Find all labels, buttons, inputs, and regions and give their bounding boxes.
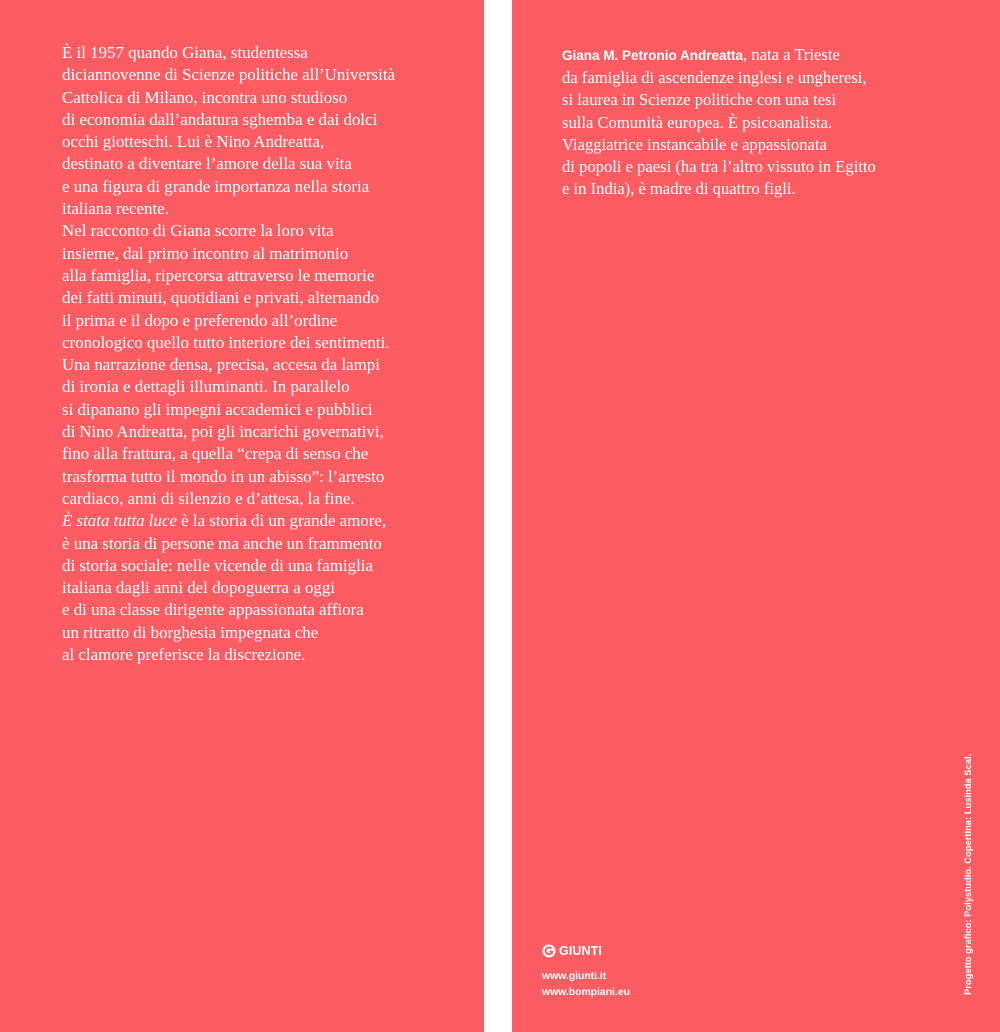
- back-flap: [0, 0, 484, 1032]
- bio-line: di popoli e paesi (ha tra l’altro vissuto in Egitto: [562, 157, 876, 177]
- blurb-line: occhi giotteschi. Lui è Nino Andreatta,: [62, 132, 325, 152]
- blurb-line: di economia dall’andatura sghemba e dai dolci: [62, 109, 378, 129]
- author-bio: [562, 44, 982, 200]
- blurb-line: italiana recente.: [62, 199, 169, 219]
- blurb-line: di storia sociale: nelle vicende di una famiglia: [62, 555, 373, 575]
- blurb-line: e una figura di grande importanza nella storia: [62, 176, 370, 196]
- blurb-line: dei fatti minuti, quotidiani e privati, alternando: [62, 288, 380, 308]
- blurb-line: italiana dagli anni del dopoguerra a oggi: [62, 578, 335, 598]
- bio-line: Viaggiatrice instancabile e appassionata: [562, 134, 827, 154]
- blurb-line: Una narrazione densa, precisa, accesa da lampi: [62, 355, 380, 375]
- blurb-line: al clamore preferisce la discrezione.: [62, 645, 306, 665]
- blurb-line: si dipanano gli impegni accademici e pubblici: [62, 399, 373, 419]
- bio-first-rest: , nata a Trieste: [743, 45, 840, 64]
- blurb-line: un ritratto di borghesia impegnata che: [62, 622, 319, 642]
- bio-line: e in India), è madre di quattro figli.: [562, 179, 796, 199]
- blurb-line: diciannovenne di Scienze politiche all’Università: [62, 65, 396, 85]
- blurb-line: trasforma tutto il mondo in un abisso”: l’arresto: [62, 466, 385, 486]
- book-title-italic: È stata tutta luce: [62, 511, 177, 531]
- blurb-title-line: [62, 510, 472, 532]
- blurb-line: di ironia e dettagli illuminanti. In parallelo: [62, 377, 350, 397]
- front-flap: [512, 0, 1000, 1032]
- giunti-g-icon: [542, 944, 556, 958]
- blurb-title-rest: è la storia di un grande amore,: [176, 511, 387, 531]
- blurb-line: il prima e il dopo e preferendo all’ordine: [62, 310, 338, 330]
- bio-line: si laurea in Scienze politiche con una tesi: [562, 90, 837, 110]
- bio-first-line: [562, 44, 982, 67]
- blurb-line: insieme, dal primo incontro al matrimonio: [62, 243, 349, 263]
- blurb-line: fino alla frattura, a quella “crepa di senso che: [62, 444, 369, 464]
- blurb-line: cronologico quello tutto interiore dei sentimenti.: [62, 332, 390, 352]
- blurb-line: Nel racconto di Giana scorre la loro vita: [62, 221, 334, 241]
- website-link[interactable]: www.giunti.it: [542, 971, 607, 982]
- blurb-line: alla famiglia, ripercorsa attraverso le memorie: [62, 265, 375, 285]
- blurb-line: e di una classe dirigente appassionata affiora: [62, 600, 364, 620]
- bio-line: da famiglia di ascendenze inglesi e ungheresi,: [562, 68, 867, 88]
- author-name: Giana M. Petronio Andreatta: [562, 48, 744, 63]
- publisher-logo-text: GIUNTI: [559, 944, 602, 958]
- design-credits: Progetto grafico: Polystudio. Copertina: Lusinda Scal.: [962, 753, 973, 995]
- website-link[interactable]: www.bompiani.eu: [542, 987, 630, 998]
- publisher-websites: [542, 969, 630, 1001]
- blurb-line: cardiaco, anni di silenzio e d’attesa, la fine.: [62, 488, 355, 508]
- blurb-line: è una storia di persone ma anche un frammento: [62, 533, 382, 553]
- publisher-logo: [542, 944, 602, 958]
- blurb-line: destinato a diventare l’amore della sua vita: [62, 154, 352, 174]
- book-blurb: [62, 42, 472, 666]
- bio-line: sulla Comunità europea. È psicoanalista.: [562, 112, 833, 132]
- blurb-line: Cattolica di Milano, incontra uno studioso: [62, 87, 348, 107]
- blurb-line: È il 1957 quando Giana, studentessa: [62, 43, 308, 62]
- blurb-line: di Nino Andreatta, poi gli incarichi governativi,: [62, 422, 384, 442]
